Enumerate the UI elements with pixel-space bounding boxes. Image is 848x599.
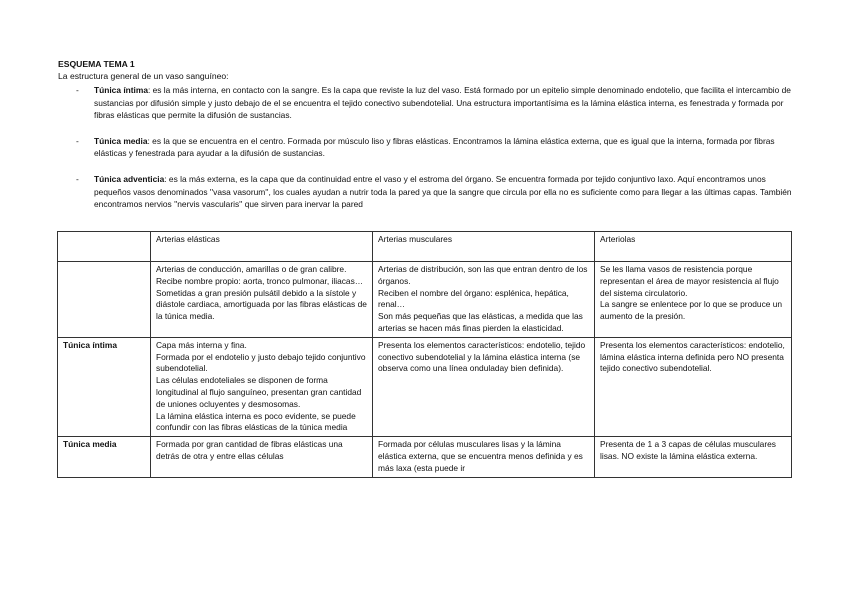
tunicas-list [58,84,798,211]
cell-paragraph: La sangre se enlentece por lo que se produce un aumento de la presión. [600,299,783,322]
cell-paragraph: La lámina elástica interna es poco evidente, se puede confundir con las fibras elásticas de la túnica media [156,410,356,433]
table-header-cell: Arterias musculares [373,232,595,262]
cell-paragraph: Arterias de distribución, son las que entran dentro de los órganos. [378,264,588,286]
list-item [58,173,798,211]
tunica-description: : es la más interna, en contacto con la sangre. Es la capa que reviste la luz del vaso. Está formado por un epitelio simple denominado endotelio, que facilita el intercambio de sustancias por difusión simple y justo debajo de el se encuentra el tejido conectivo subendotelial. Una estructura importantísima es la lámina elástica interna, es fenestrada y formada por fibras elásticas que permite la difusión de sustancias. [94,85,791,121]
table-cell [151,337,373,436]
table-cell [373,262,595,338]
tunica-description: : es la que se encuentra en el centro. Formada por músculo liso y fibras elásticas. Encontramos la lámina elástica externa, que es igual que la interna, formada por fibras elásticas y fenestrada para ayudar a la difusión de sustancias. [94,135,775,159]
list-item [58,84,798,122]
comparison-table [57,231,792,478]
cell-paragraph: Formada por células musculares lisas y la lámina elástica externa, que se encuentra menos definida y es más laxa (esta puede ir [378,439,583,473]
tunica-name: Túnica media [94,135,148,146]
cell-paragraph: Formada por el endotelio y justo debajo tejido conjuntivo subendotelial. [156,351,366,374]
row-label [58,262,151,338]
cell-paragraph: Sometidas a gran presión pulsátil debido a la sístole y diástole cardiaca, amortiguada por las fibras elásticas de la túnica media. [156,287,367,322]
cell-paragraph: Presenta los elementos característicos: endotelio, lámina elástica interna definida pero NO presenta tejido conectivo subendotelial. [600,339,785,374]
cell-paragraph: Arterias de conducción, amarillas o de gran calibre. [156,264,347,274]
table-row [58,337,792,436]
document-title: ESQUEMA TEMA 1 [58,59,135,69]
cell-paragraph: Formada por gran cantidad de fibras elásticas una detrás de otra y entre ellas células [156,439,343,461]
tunica-name: Túnica adventicia [94,173,165,184]
table-header-cell: Arterias elásticas [151,232,373,262]
table-header-cell [58,232,151,262]
document-header [58,58,798,224]
table-cell [151,437,373,477]
tunica-name: Túnica íntima [94,85,148,95]
table-row [58,262,792,338]
cell-paragraph: Reciben el nombre del órgano: esplénica, hepática, renal… [378,287,569,310]
cell-paragraph: Presenta de 1 a 3 capas de células musculares lisas. NO existe la lámina elástica externa. [600,439,776,461]
table-cell [151,262,373,338]
cell-paragraph: Recibe nombre propio: aorta, tronco pulmonar, iliacas… [156,275,364,286]
table-cell [373,437,595,477]
cell-paragraph: Presenta los elementos característicos: endotelio, tejido conectivo subendotelial y la lámina elástica interna (se observa como una línea onduladay bien definida). [378,339,586,374]
row-label: Túnica íntima [58,337,151,436]
row-label: Túnica media [58,437,151,477]
table-cell [595,437,792,477]
table-cell [595,262,792,338]
list-item [58,135,798,160]
table-cell [373,337,595,436]
table-cell [595,337,792,436]
document-intro: La estructura general de un vaso sanguíneo: [58,71,229,81]
table-row [58,437,792,477]
table-header-cell: Arteriolas [595,232,792,262]
table-header-row [58,232,792,262]
bullet-dash: - [76,135,79,146]
cell-paragraph: Se les llama vasos de resistencia porque representan el área de mayor resistencia al flujo del sistema circulatorio. [600,264,779,298]
cell-paragraph: Las células endoteliales se disponen de forma longitudinal al flujo sanguíneo, presentan gran cantidad de uniones ocluyentes y desmosomas. [156,375,362,409]
cell-paragraph: Son más pequeñas que las elásticas, a medida que las arterias se hacen más finas pierden la elasticidad. [378,311,583,333]
bullet-dash: - [76,85,79,95]
tunica-description: : es la más externa, es la capa que da continuidad entre el vaso y el estroma del órgano. Se encuentra formada por tejido conjuntivo laxo. Aquí encontramos unos pequeños vasos denominados ''vasa vasorum'', los cuales ayudan a nutrir toda la pared ya que la sangre que circula por ella no es suficiente como para llegar a las últimas capas. También encontramos nervios ''nervis vascularis'' que sirven para inervar la pared [94,173,792,210]
cell-paragraph: Capa más interna y fina. [156,339,247,350]
bullet-dash: - [76,173,79,184]
